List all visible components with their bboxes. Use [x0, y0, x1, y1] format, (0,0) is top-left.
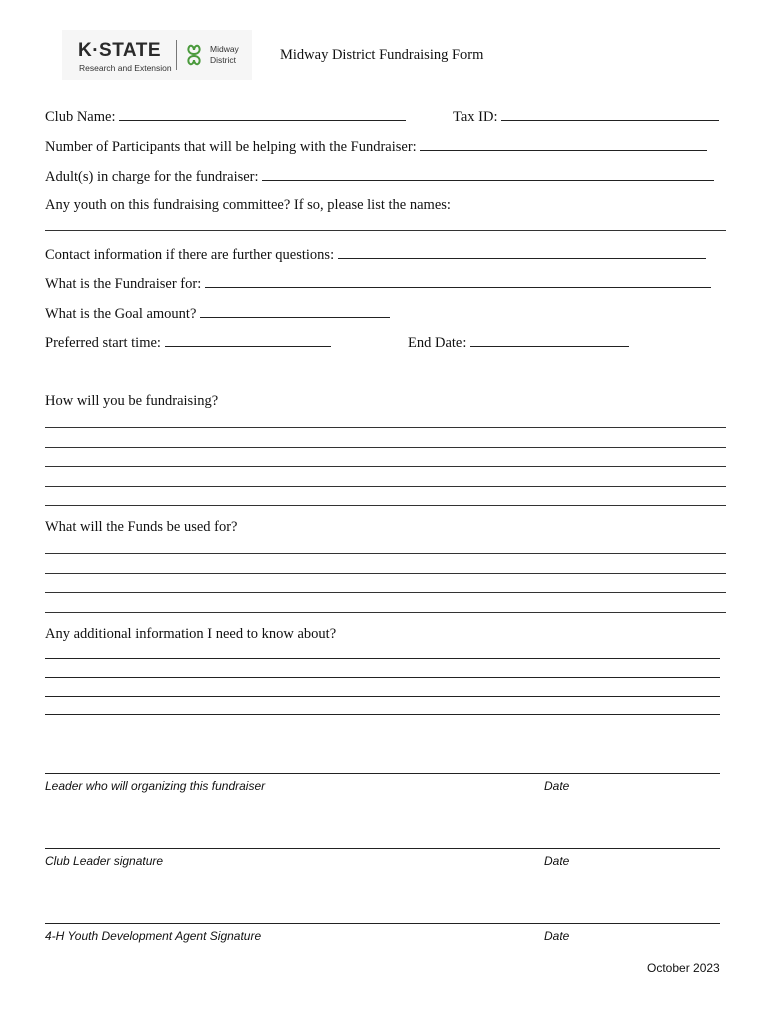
club-name-row	[45, 107, 406, 126]
leader-signature-line[interactable]	[45, 773, 720, 774]
fundraiser-for-label: What is the Fundraiser for:	[45, 276, 202, 292]
start-time-row	[45, 333, 331, 352]
tax-id-label: Tax ID:	[453, 109, 498, 125]
additional-answer-line[interactable]	[45, 677, 720, 678]
additional-answer-line[interactable]	[45, 658, 720, 659]
logo-divider	[176, 40, 177, 70]
club-leader-date-label: Date	[544, 854, 570, 868]
youth-label: Any youth on this fundraising committee? If so, please list the names:	[45, 197, 451, 213]
adults-row	[45, 167, 714, 186]
how-answer-line[interactable]	[45, 466, 726, 467]
start-time-label: Preferred start time:	[45, 335, 161, 351]
fundraiser-for-field[interactable]	[205, 274, 711, 288]
end-date-label: End Date:	[408, 335, 467, 351]
goal-field[interactable]	[200, 304, 390, 318]
tax-id-row	[453, 107, 719, 126]
additional-answer-line[interactable]	[45, 714, 720, 715]
contact-field[interactable]	[338, 245, 706, 259]
agent-date-label: Date	[544, 929, 570, 943]
club-name-field[interactable]	[119, 107, 406, 121]
adults-field[interactable]	[262, 167, 714, 181]
footer-date: October 2023	[647, 961, 720, 975]
form-title: Midway District Fundraising Form	[280, 47, 484, 63]
funds-question: What will the Funds be used for?	[45, 519, 238, 535]
fundraiser-for-row	[45, 274, 711, 293]
funds-answer-line[interactable]	[45, 592, 726, 593]
kstate-logo	[62, 30, 252, 80]
goal-label: What is the Goal amount?	[45, 306, 197, 322]
participants-row	[45, 137, 707, 156]
how-question: How will you be fundraising?	[45, 393, 219, 409]
end-date-field[interactable]	[470, 333, 629, 347]
clover-icon	[181, 42, 207, 68]
adults-label: Adult(s) in charge for the fundraiser:	[45, 169, 259, 185]
goal-row	[45, 304, 390, 323]
agent-signature-label: 4-H Youth Development Agent Signature	[45, 929, 262, 943]
logo-brand: K·STATE	[78, 40, 162, 61]
club-leader-signature-line[interactable]	[45, 848, 720, 849]
how-answer-line[interactable]	[45, 447, 726, 448]
club-name-label: Club Name:	[45, 109, 116, 125]
contact-label: Contact information if there are further questions:	[45, 247, 335, 263]
participants-field[interactable]	[420, 137, 707, 151]
funds-answer-line[interactable]	[45, 553, 726, 554]
club-leader-signature-label: Club Leader signature	[45, 854, 164, 868]
how-answer-line[interactable]	[45, 427, 726, 428]
how-answer-line[interactable]	[45, 486, 726, 487]
how-answer-line[interactable]	[45, 505, 726, 506]
youth-names-line[interactable]	[45, 230, 726, 231]
additional-answer-line[interactable]	[45, 696, 720, 697]
funds-answer-line[interactable]	[45, 573, 726, 574]
leader-signature-label: Leader who will organizing this fundraiser	[45, 779, 266, 793]
contact-row	[45, 245, 706, 264]
logo-brand-sub: Research and Extension	[79, 63, 172, 73]
start-time-field[interactable]	[165, 333, 331, 347]
agent-signature-line[interactable]	[45, 923, 720, 924]
logo-district: Midway District	[210, 44, 239, 65]
tax-id-field[interactable]	[501, 107, 719, 121]
youth-row	[45, 197, 451, 214]
additional-question: Any additional information I need to know about?	[45, 626, 337, 642]
leader-date-label: Date	[544, 779, 570, 793]
funds-answer-line[interactable]	[45, 612, 726, 613]
participants-label: Number of Participants that will be helping with the Fundraiser:	[45, 139, 417, 155]
end-date-row	[408, 333, 629, 352]
